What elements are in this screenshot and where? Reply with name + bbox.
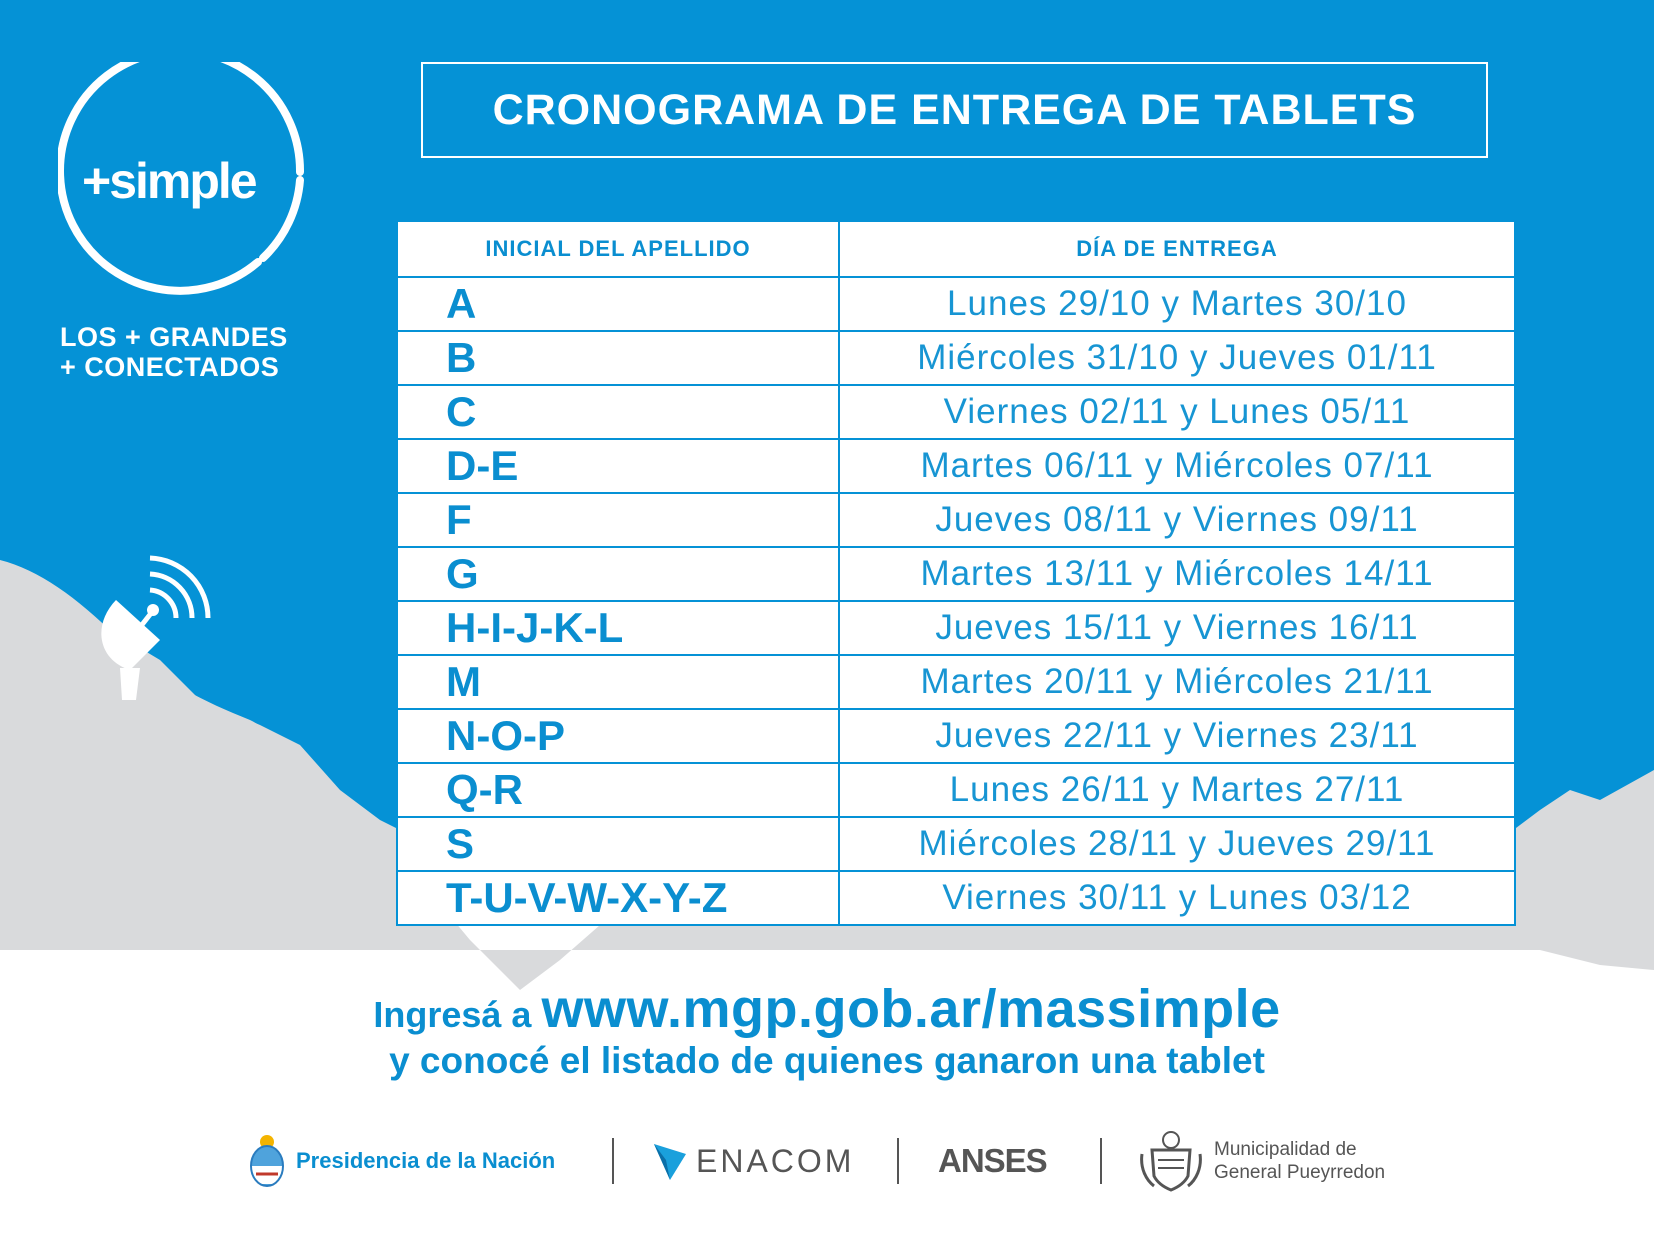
enacom-label: ENACOM	[696, 1142, 855, 1179]
cta-line-2: y conocé el listado de quienes ganaron una tablet	[389, 1040, 1265, 1081]
table-row	[397, 763, 1515, 817]
enacom-logo-icon	[652, 1140, 688, 1182]
table-row	[397, 871, 1515, 925]
initial-cell: N-O-P	[397, 709, 839, 763]
date-cell: Jueves 15/11 y Viernes 16/11	[839, 601, 1515, 655]
table-row	[397, 601, 1515, 655]
initial-cell: B	[397, 331, 839, 385]
mountain-left	[0, 560, 410, 935]
initial-cell: G	[397, 547, 839, 601]
schedule-table	[396, 220, 1516, 926]
date-cell: Jueves 22/11 y Viernes 23/11	[839, 709, 1515, 763]
table-row	[397, 439, 1515, 493]
initial-cell: M	[397, 655, 839, 709]
table-row	[397, 331, 1515, 385]
initial-cell: T-U-V-W-X-Y-Z	[397, 871, 839, 925]
tagline	[60, 322, 288, 382]
table-row	[397, 493, 1515, 547]
cta-prefix: Ingresá a	[373, 994, 542, 1035]
date-cell: Viernes 30/11 y Lunes 03/12	[839, 871, 1515, 925]
header-initial: INICIAL DEL APELLIDO	[397, 221, 839, 277]
anses-label: ANSES	[938, 1142, 1047, 1179]
general-pueyrredon-coat-of-arms-icon	[1138, 1128, 1204, 1194]
presidencia-label: Presidencia de la Nación	[296, 1148, 556, 1173]
table-row	[397, 817, 1515, 871]
page-title: CRONOGRAMA DE ENTREGA DE TABLETS	[492, 85, 1417, 134]
argentina-coat-of-arms-icon	[248, 1132, 286, 1190]
tagline-line-2: + CONECTADOS	[60, 352, 280, 382]
date-cell: Jueves 08/11 y Viernes 09/11	[839, 493, 1515, 547]
date-cell: Martes 06/11 y Miércoles 07/11	[839, 439, 1515, 493]
initial-cell: A	[397, 277, 839, 331]
date-cell: Martes 20/11 y Miércoles 21/11	[839, 655, 1515, 709]
footer-separator	[612, 1138, 614, 1184]
date-cell: Miércoles 31/10 y Jueves 01/11	[839, 331, 1515, 385]
municipalidad-logo	[1138, 1128, 1385, 1194]
initial-cell: Q-R	[397, 763, 839, 817]
table-row	[397, 655, 1515, 709]
simple-logo-text: +simple	[82, 153, 256, 209]
initial-cell: C	[397, 385, 839, 439]
date-cell: Martes 13/11 y Miércoles 14/11	[839, 547, 1515, 601]
presidencia-logo	[248, 1128, 555, 1194]
municipalidad-label	[1214, 1138, 1385, 1184]
initial-cell: H-I-J-K-L	[397, 601, 839, 655]
table-header-row	[397, 221, 1515, 277]
header-day: DÍA DE ENTREGA	[839, 221, 1515, 277]
initial-cell: F	[397, 493, 839, 547]
date-cell: Miércoles 28/11 y Jueves 29/11	[839, 817, 1515, 871]
municipalidad-line-2: General Pueyrredon	[1214, 1162, 1386, 1183]
date-cell: Viernes 02/11 y Lunes 05/11	[839, 385, 1515, 439]
table-row	[397, 385, 1515, 439]
tagline-line-1: LOS + GRANDES	[60, 322, 288, 352]
table-row	[397, 547, 1515, 601]
enacom-logo	[652, 1134, 854, 1188]
title-box	[421, 62, 1488, 158]
cta-line-1	[0, 978, 1654, 1040]
footer-separator	[897, 1138, 899, 1184]
anses-logo	[938, 1134, 1047, 1188]
footer-logos	[0, 1128, 1654, 1198]
date-cell: Lunes 26/11 y Martes 27/11	[839, 763, 1515, 817]
initial-cell: D-E	[397, 439, 839, 493]
table-row	[397, 277, 1515, 331]
cta-url-link[interactable]: www.mgp.gob.ar/massimple	[541, 979, 1281, 1039]
initial-cell: S	[397, 817, 839, 871]
date-cell: Lunes 29/10 y Martes 30/10	[839, 277, 1515, 331]
footer-separator	[1100, 1138, 1102, 1184]
municipalidad-line-1: Municipalidad de	[1214, 1139, 1357, 1160]
table-row	[397, 709, 1515, 763]
